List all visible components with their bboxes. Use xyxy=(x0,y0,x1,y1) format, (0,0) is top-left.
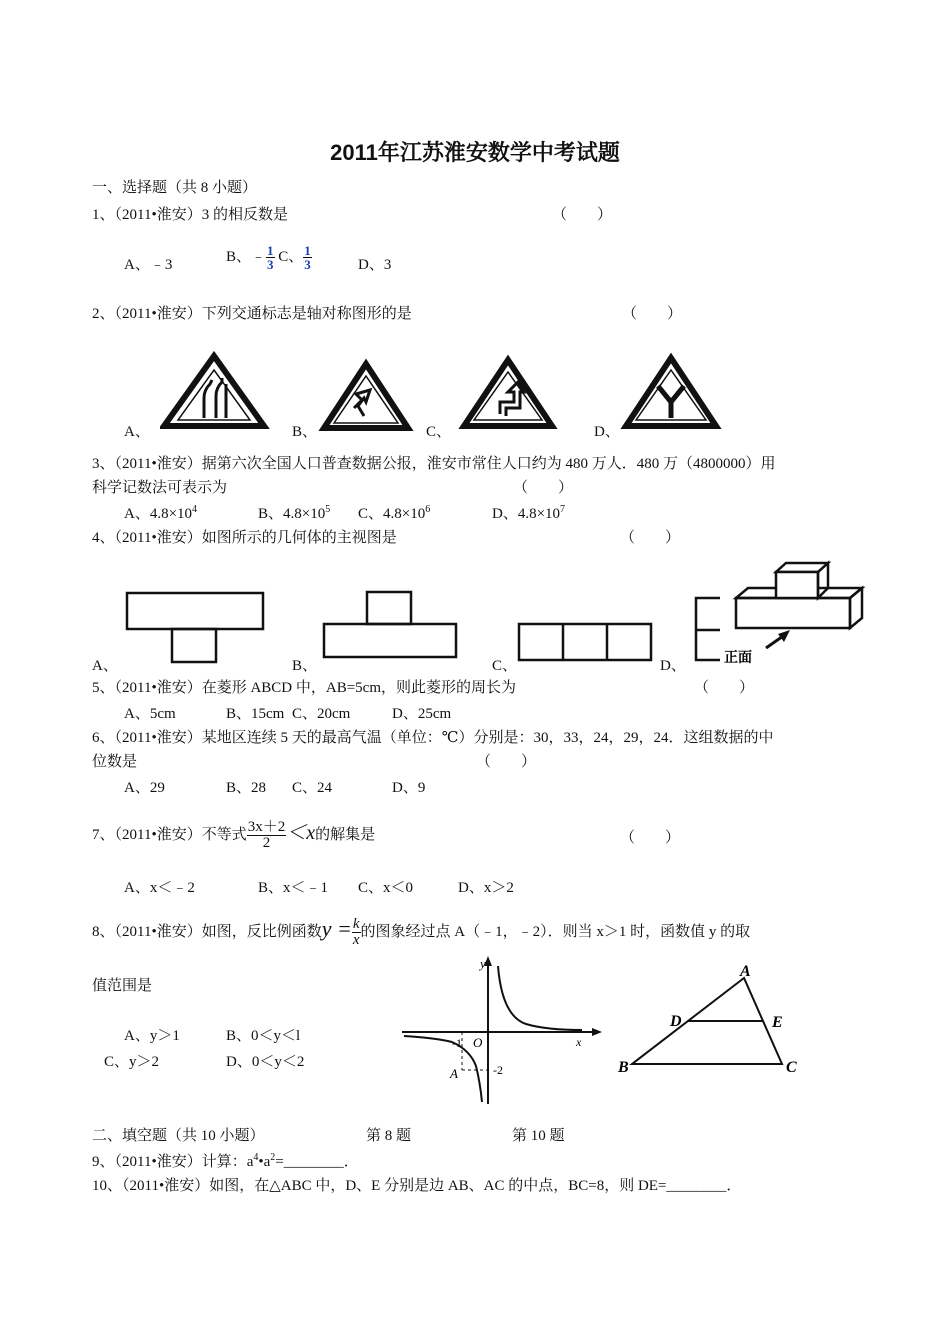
q4-view-b-shape xyxy=(320,588,460,662)
q4-answer-paren: （ ） xyxy=(620,530,681,546)
q8-y-eq: y = xyxy=(321,916,352,941)
fig10-label-b: B xyxy=(618,1059,629,1076)
q5-answer-paren: （ ） xyxy=(694,680,755,696)
q9-mid: •a xyxy=(258,1154,271,1170)
q8-hyperbola-figure xyxy=(396,954,606,1110)
q4-stem: 4、（2011•淮安）如图所示的几何体的主视图是 xyxy=(92,530,397,546)
q3-option-d xyxy=(492,502,565,523)
q8-option-d: D、0＜y＜2 xyxy=(226,1054,305,1070)
q1-option-b-label: B、﹣ xyxy=(226,248,267,265)
q4-view-c-shape xyxy=(516,620,654,664)
q2-option-b: B、 xyxy=(292,424,318,440)
fig8-x-label: x xyxy=(576,1035,582,1049)
q3-answer-paren: （ ） xyxy=(513,480,574,496)
q4-option-b: B、 xyxy=(292,658,318,674)
q1-option-b xyxy=(226,244,312,271)
q9-stem xyxy=(92,1150,359,1171)
q7-answer-paren: （ ） xyxy=(620,830,681,846)
q3-option-d-exp: 7 xyxy=(560,504,566,515)
q9-tail: =________． xyxy=(275,1154,359,1170)
q3-option-b-base: B、4.8×10 xyxy=(258,506,326,522)
fig8-origin-label: O xyxy=(473,1035,483,1050)
sign-b-curve-icon xyxy=(318,358,414,434)
q9-stem-text: 9、（2011•淮安）计算：a xyxy=(92,1154,254,1170)
q6-option-a: A、29 xyxy=(124,780,165,796)
front-arrow-icon xyxy=(778,630,790,642)
q3-option-c-exp: 6 xyxy=(425,504,431,515)
q8-stem-text: 8、（2011•淮安）如图，反比例函数 xyxy=(92,924,322,940)
q1-frac-num-c: 1 xyxy=(304,243,311,258)
q7-lt-x: ＜x xyxy=(286,822,316,844)
q2-option-a: A、 xyxy=(124,424,150,440)
section-heading-choice: 一、选择题（共 8 小题） xyxy=(92,180,258,196)
q7-option-a: A、x＜﹣2 xyxy=(124,880,195,896)
q9-exp1: 4 xyxy=(253,1152,259,1163)
q8-option-b: B、0＜y＜l xyxy=(226,1028,301,1044)
fig8-minus2-label: -2 xyxy=(493,1063,503,1077)
q5-stem: 5、（2011•淮安）在菱形 ABCD 中，AB=5cm，则此菱形的周长为 xyxy=(92,680,516,696)
q8-frac-num: k xyxy=(352,916,360,933)
sign-c-double-bend-icon xyxy=(458,354,558,432)
q7-frac-den: 2 xyxy=(262,835,271,852)
q6-answer-paren: （ ） xyxy=(476,754,537,770)
q4-option-d: D、 xyxy=(660,658,686,674)
q4-view-a-shape xyxy=(124,590,268,666)
q6-option-d: D、9 xyxy=(392,780,426,796)
q4-option-c: C、 xyxy=(492,658,518,674)
figure-caption-8: 第 8 题 xyxy=(366,1128,412,1144)
q7-stem xyxy=(92,816,375,851)
q7-stem-tail: 的解集是 xyxy=(315,827,376,843)
q3-option-a-exp: 4 xyxy=(192,504,198,515)
q7-fraction xyxy=(247,820,287,851)
q5-option-b: B、15cm xyxy=(226,706,285,722)
front-label: 正面 xyxy=(724,651,752,666)
figure-caption-10: 第 10 题 xyxy=(512,1128,565,1144)
q3-option-d-base: D、4.8×10 xyxy=(492,506,561,522)
q7-frac-num: 3x＋2 xyxy=(247,819,286,836)
q1-answer-paren: （ ） xyxy=(552,207,613,223)
q2-answer-paren: （ ） xyxy=(622,306,683,322)
q6-option-c: C、24 xyxy=(292,780,333,796)
q8-stem xyxy=(92,916,750,948)
q10-triangle-figure xyxy=(614,960,814,1078)
q5-option-c: C、20cm xyxy=(292,706,351,722)
q7-stem-text: 7、（2011•淮安）不等式 xyxy=(92,827,247,843)
q3-option-b-exp: 5 xyxy=(325,504,331,515)
q8-stem-tail: 的图象经过点 A（﹣1，﹣2）．则当 x＞1 时，函数值 y 的取 xyxy=(360,924,751,940)
q6-option-b: B、28 xyxy=(226,780,267,796)
q7-option-b: B、x＜﹣1 xyxy=(258,880,329,896)
q2-option-d: D、 xyxy=(594,424,620,440)
q1-option-d: D、3 xyxy=(358,257,392,273)
q8-fraction xyxy=(352,917,361,948)
q1-option-a: A、﹣3 xyxy=(124,257,173,273)
q7-option-c: C、x＜0 xyxy=(358,880,414,896)
sign-d-y-junction-icon xyxy=(620,352,722,432)
q3-option-a-base: A、4.8×10 xyxy=(124,506,193,522)
x-axis-arrow-icon xyxy=(592,1028,602,1036)
q8-frac-den: x xyxy=(352,932,360,949)
q2-option-c: C、 xyxy=(426,424,452,440)
fig10-label-a: A xyxy=(740,963,751,980)
fig10-label-e: E xyxy=(772,1014,783,1031)
q7-option-d: D、x＞2 xyxy=(458,880,514,896)
q8-stem-line2: 值范围是 xyxy=(92,978,153,994)
q1-frac-num: 1 xyxy=(267,243,274,258)
q1-option-c-label: C、 xyxy=(278,248,304,265)
q3-stem-line1: 3、（2011•淮安）据第六次全国人口普查数据公报，淮安市常住人口约为 480 万人．480 万（4800000）用 xyxy=(92,456,776,472)
q8-option-c: C、y＞2 xyxy=(104,1054,160,1070)
fig10-label-d: D xyxy=(670,1013,682,1030)
fig8-minus1-label: -1 xyxy=(452,1036,462,1050)
q3-option-a xyxy=(124,502,197,523)
fig10-label-c: C xyxy=(786,1059,797,1076)
q6-stem-line1: 6、（2011•淮安）某地区连续 5 天的最高气温（单位：℃）分别是：30，33，24，29，24．这组数据的中 xyxy=(92,730,774,746)
q1-frac-den: 3 xyxy=(267,257,274,272)
fig8-point-a-label: A xyxy=(450,1066,458,1081)
section-heading-fill: 二、填空题（共 10 小题） xyxy=(92,1128,265,1144)
q5-option-a: A、5cm xyxy=(124,706,176,722)
q1-frac-den-c: 3 xyxy=(304,257,311,272)
q8-option-a: A、y＞1 xyxy=(124,1028,180,1044)
q3-stem-line2: 科学记数法可表示为 xyxy=(92,480,228,496)
q3-option-c-base: C、4.8×10 xyxy=(358,506,426,522)
q3-option-b xyxy=(258,502,330,523)
q9-exp2: 2 xyxy=(270,1152,276,1163)
q4-option-a: A、 xyxy=(92,658,118,674)
q5-option-d: D、25cm xyxy=(392,706,452,722)
q1-fraction-b xyxy=(266,244,275,271)
q4-view-d-shape xyxy=(690,556,870,668)
q2-stem: 2、（2011•淮安）下列交通标志是轴对称图形的是 xyxy=(92,306,412,322)
q3-option-c xyxy=(358,502,430,523)
sign-a-lane-narrowing-icon xyxy=(160,350,270,432)
q6-stem-line2: 位数是 xyxy=(92,754,138,770)
q10-stem: 10、（2011•淮安）如图，在△ABC 中，D、E 分别是边 AB、AC 的中点，BC=8，则 DE=________． xyxy=(92,1178,742,1194)
q1-fraction-c xyxy=(303,244,312,271)
fig8-y-label: y xyxy=(480,956,486,971)
q1-stem: 1、（2011•淮安）3 的相反数是 xyxy=(92,207,288,223)
page-title: 2011年江苏淮安数学中考试题 xyxy=(330,140,620,165)
